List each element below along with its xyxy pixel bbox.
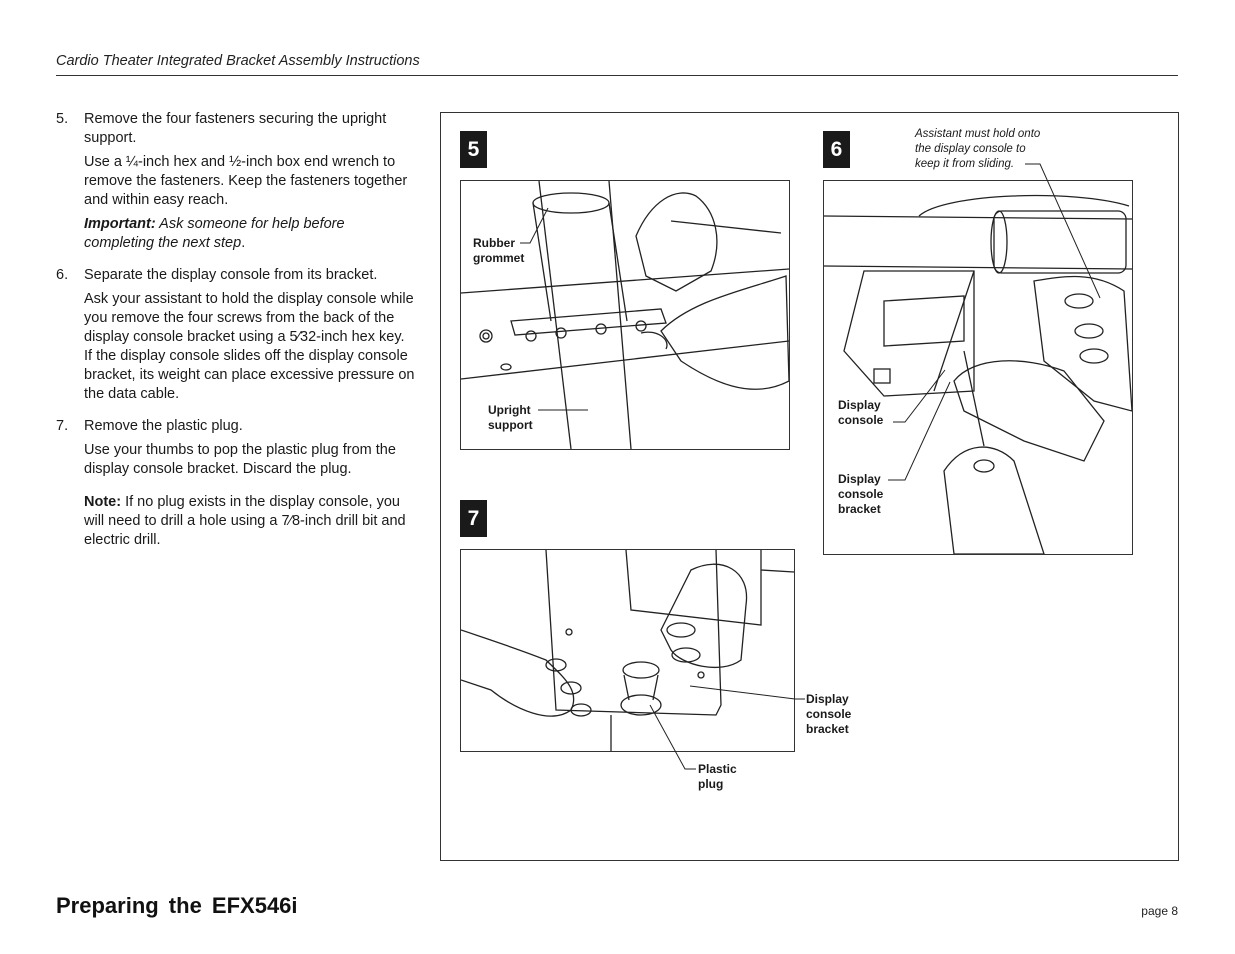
callout-line: Display <box>838 398 881 412</box>
note-text <box>84 493 416 550</box>
callout-line: support <box>488 418 533 432</box>
callout-display-console-bracket-7 <box>806 692 851 737</box>
callout-line: bracket <box>838 502 881 516</box>
figure-5-number: 5 <box>460 131 487 168</box>
note-label: Note: <box>84 494 122 510</box>
note-body: If no plug exists in the display console, you will need to drill a hole using a 7⁄8-inch drill bit and electric drill. <box>84 494 406 548</box>
step-number: 6. <box>56 267 69 283</box>
step-number: 5. <box>56 111 69 127</box>
important-text: Ask someone for help before completing the next step <box>84 216 345 251</box>
header-divider <box>56 75 1178 76</box>
callout-line: grommet <box>473 251 525 265</box>
callout-plastic-plug <box>698 762 737 792</box>
figure-7-illustration <box>460 549 795 752</box>
callout-line: console <box>838 413 884 427</box>
step-detail-text: Use a ¼-inch hex and ½-inch box end wrench to remove the fasteners. Keep the fasteners together and within easy reach. <box>84 154 408 208</box>
document-header-title: Cardio Theater Integrated Bracket Assembly Instructions <box>56 53 420 69</box>
step-7 <box>56 417 416 550</box>
important-note <box>84 215 416 253</box>
page-number: page 8 <box>1141 904 1178 918</box>
figure-7-number: 7 <box>460 500 487 537</box>
note-line: the display console to <box>915 143 1026 155</box>
step-6 <box>56 266 416 404</box>
section-title: Preparing the EFX546i <box>56 893 298 918</box>
step-detail-text: Ask your assistant to hold the display console while you remove the four screws from the back of the display console bracket using a 5⁄32-inch hex key. If the display console slides off the display console bracket, its weight can place excessive pressure on the data cable. <box>84 291 415 402</box>
step-main-text: Separate the display console from its bracket. <box>84 267 378 283</box>
callout-line: plug <box>698 777 724 791</box>
callout-line: bracket <box>806 722 849 736</box>
callout-line: console <box>838 487 884 501</box>
callout-upright-support <box>488 403 533 433</box>
callout-rubber-grommet <box>473 236 524 266</box>
figure-6-number: 6 <box>823 131 850 168</box>
instruction-steps <box>56 110 416 563</box>
callout-line: Rubber <box>473 236 515 250</box>
callout-display-console <box>838 398 883 428</box>
important-label: Important: <box>84 216 156 232</box>
figure-6-assistant-note <box>915 127 1040 172</box>
plastic-plug-drawing <box>461 550 794 751</box>
step-number: 7. <box>56 418 69 434</box>
callout-line: Display <box>838 472 881 486</box>
callout-display-console-bracket <box>838 472 883 517</box>
callout-line: Display <box>806 692 849 706</box>
step-5 <box>56 110 416 253</box>
important-end: . <box>241 235 246 251</box>
callout-line: console <box>806 707 852 721</box>
callout-line: Upright <box>488 403 531 417</box>
step-main-text: Remove the plastic plug. <box>84 418 243 434</box>
note-line: Assistant must hold onto <box>915 128 1041 140</box>
step-detail-text: Use your thumbs to pop the plastic plug from the display console bracket. Discard the plug. <box>84 442 396 477</box>
callout-line: Plastic <box>698 762 737 776</box>
step-main-text: Remove the four fasteners securing the upright support. <box>84 111 387 146</box>
note-line: keep it from sliding. <box>915 158 1015 170</box>
